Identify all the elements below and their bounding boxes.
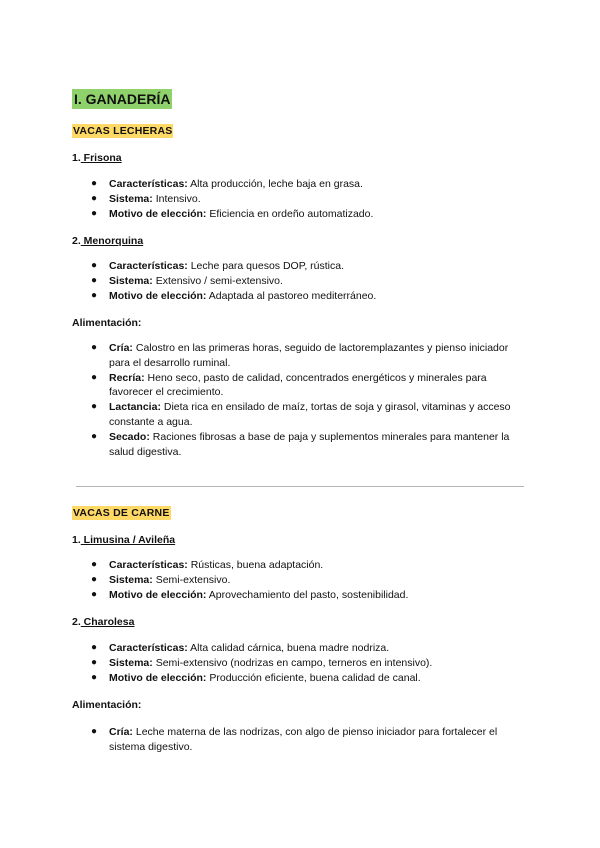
item-label: Motivo de elección:	[109, 588, 207, 601]
breed-heading-limusina	[72, 533, 175, 547]
breed-number: 2.	[72, 616, 81, 628]
bullet-icon: ●	[91, 178, 98, 189]
breed-heading-menorquina	[72, 234, 143, 248]
breed-list-limusina	[72, 558, 527, 602]
feeding-heading: Alimentación:	[72, 317, 142, 329]
bullet-icon: ●	[91, 671, 98, 683]
item-text: Intensivo.	[152, 192, 201, 205]
bullet-icon: ●	[91, 289, 98, 301]
breed-list-menorquina	[72, 259, 527, 303]
item-label: Lactancia:	[109, 401, 161, 414]
list-item	[72, 725, 527, 755]
breed-heading-frisona	[72, 151, 122, 165]
section-title: I. GANADERÍA	[74, 91, 171, 107]
bullet-icon: ●	[91, 342, 98, 353]
item-label: Características:	[109, 642, 188, 654]
list-item	[72, 341, 527, 371]
item-text: Semi-extensivo (nodrizas en campo, terneros en intensivo).	[152, 656, 433, 669]
list-item	[72, 671, 527, 686]
list-item	[72, 573, 527, 588]
bullet-icon: ●	[91, 642, 98, 653]
breed-name: Menorquina	[80, 235, 144, 247]
item-text: Adaptada al pastoreo mediterráneo.	[206, 289, 377, 302]
item-label: Secado:	[109, 430, 150, 443]
breed-list-frisona	[72, 177, 527, 221]
item-label: Sistema:	[109, 573, 153, 586]
item-label: Sistema:	[109, 656, 153, 669]
item-label: Sistema:	[109, 274, 153, 287]
item-label: Sistema:	[109, 192, 153, 205]
item-label: Cría:	[109, 342, 133, 354]
breed-name: Limusina / Avileña	[80, 534, 176, 546]
item-text: Alta calidad cárnica, buena madre nodriza.	[187, 642, 390, 654]
item-text: Leche para quesos DOP, rústica.	[187, 260, 345, 272]
feeding-heading: Alimentación:	[72, 699, 142, 711]
list-item	[72, 192, 527, 207]
item-label: Características:	[109, 178, 188, 190]
item-label: Motivo de elección:	[109, 207, 207, 220]
item-text: Rústicas, buena adaptación.	[187, 559, 324, 571]
breed-name: Charolesa	[80, 616, 135, 628]
bullet-icon: ●	[91, 726, 98, 737]
item-text: Semi-extensivo.	[152, 573, 231, 586]
breed-number: 2.	[72, 235, 81, 247]
bullet-icon: ●	[91, 192, 98, 204]
item-text: Heno seco, pasto de calidad, concentrados energéticos y minerales para favorecer el crecimiento.	[109, 371, 487, 399]
item-text: Eficiencia en ordeño automatizado.	[206, 207, 374, 220]
bullet-icon: ●	[91, 573, 98, 585]
breed-heading-charolesa	[72, 615, 134, 629]
item-label: Recría:	[109, 371, 145, 384]
list-item	[72, 371, 527, 401]
item-text: Raciones fibrosas a base de paja y suplementos minerales para mantener la salud digestiva.	[109, 430, 510, 458]
item-label: Motivo de elección:	[109, 289, 207, 302]
feeding-list-carne	[72, 725, 527, 755]
bullet-icon: ●	[91, 401, 98, 413]
heading-vacas-de-carne: VACAS DE CARNE	[73, 507, 170, 519]
list-item	[72, 259, 527, 274]
list-item	[72, 274, 527, 289]
list-item	[72, 207, 527, 222]
list-item	[72, 558, 527, 573]
breed-number: 1.	[72, 152, 81, 164]
bullet-icon: ●	[91, 656, 98, 668]
item-text: Extensivo / semi-extensivo.	[152, 274, 283, 287]
horizontal-divider	[76, 486, 524, 487]
bullet-icon: ●	[91, 207, 98, 219]
feeding-list-lecheras	[72, 341, 527, 459]
bullet-icon: ●	[91, 588, 98, 600]
bullet-icon: ●	[91, 430, 98, 442]
list-item	[72, 641, 527, 656]
item-text: Aprovechamiento del pasto, sostenibilidad.	[206, 588, 409, 601]
list-item	[72, 588, 527, 603]
item-text: Calostro en las primeras horas, seguido de lactoremplazantes y pienso iniciador para el desarrollo ruminal.	[109, 342, 509, 369]
bullet-icon: ●	[91, 371, 98, 383]
breed-list-charolesa	[72, 641, 527, 685]
breed-number: 1.	[72, 534, 81, 546]
item-label: Cría:	[109, 726, 133, 738]
bullet-icon: ●	[91, 274, 98, 286]
item-text: Dieta rica en ensilado de maíz, tortas de soja y girasol, vitaminas y acceso constante a agua.	[109, 401, 511, 428]
heading-vacas-lecheras: VACAS LECHERAS	[73, 125, 173, 137]
list-item	[72, 177, 527, 192]
list-item	[72, 656, 527, 671]
bullet-icon: ●	[91, 260, 98, 271]
item-text: Alta producción, leche baja en grasa.	[187, 178, 363, 190]
item-text: Leche materna de las nodrizas, con algo de pienso iniciador para fortalecer el sistema digestivo.	[109, 726, 498, 753]
list-item	[72, 430, 527, 460]
item-text: Producción eficiente, buena calidad de canal.	[206, 671, 421, 684]
item-label: Características:	[109, 260, 188, 272]
list-item	[72, 400, 527, 430]
item-label: Motivo de elección:	[109, 671, 207, 684]
breed-name: Frisona	[80, 152, 122, 164]
list-item	[72, 289, 527, 304]
item-label: Características:	[109, 559, 188, 571]
bullet-icon: ●	[91, 559, 98, 570]
